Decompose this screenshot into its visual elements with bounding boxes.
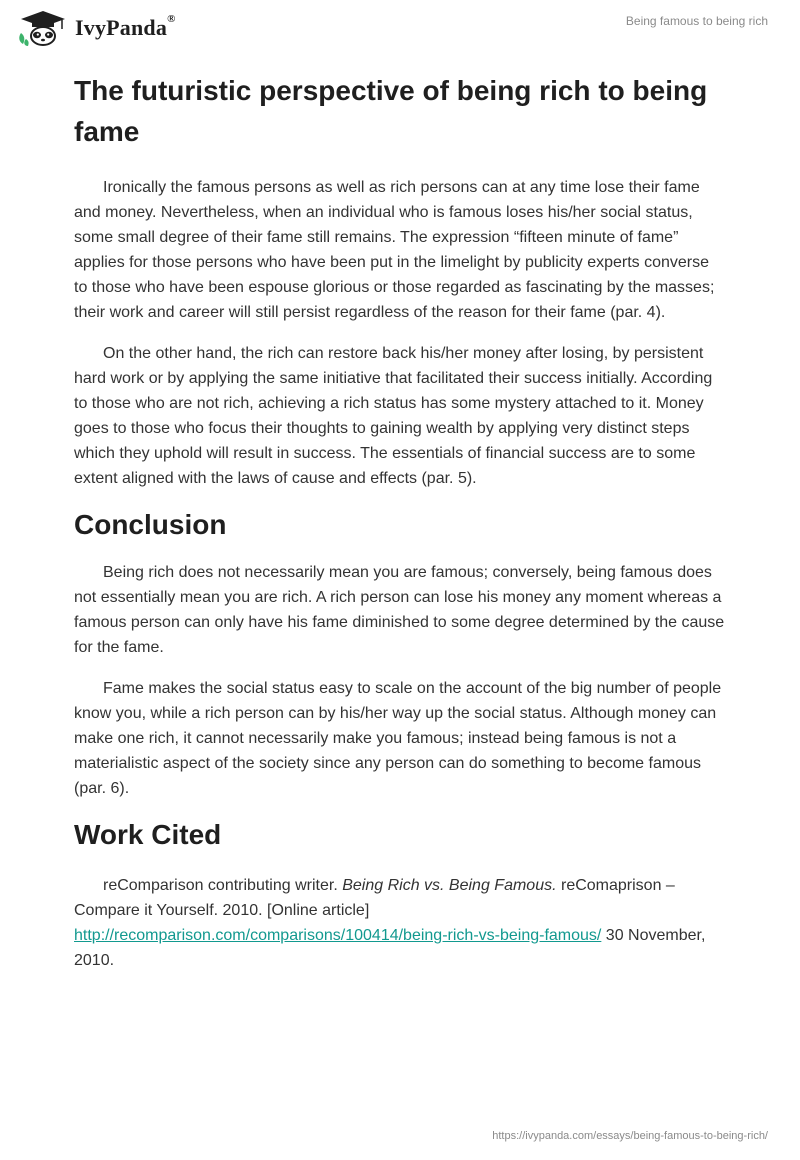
paragraph: On the other hand, the rich can restore back his/her money after losing, by persistent hard work or by applying the same initiative that facilitated their success initially. According to those who are not rich, achieving a rich status has some mystery attached to it. Money goes to those who focus their thoughts to gaining wealth by applying very distinct steps which they uphold will result in success. The essentials of financial success are to some extent aligned with the laws of cause and effects (par. 5). — [74, 345, 713, 487]
panda-graduate-icon — [17, 9, 69, 47]
citation-date: 30 November, 2010. — [74, 927, 706, 969]
section-heading-work-cited: Work Cited — [74, 819, 222, 850]
paragraph: Fame makes the social status easy to scale on the account of the big number of people know you, while a rich person can by his/her way up the social status. Although money can make one rich, it cannot necessarily make you famous; instead being famous is not a materialistic aspect of the society since any person can do something to become famous (par. 6). — [74, 680, 722, 797]
essay-content — [74, 70, 726, 973]
citation-link[interactable]: http://recomparison.com/comparisons/100414/being-rich-vs-being-famous/ — [74, 927, 602, 944]
citation-author: reComparison contributing writer. — [103, 877, 343, 894]
paragraph: Ironically the famous persons as well as rich persons can at any time lose their fame and money. Nevertheless, when an individual who is famous loses his/her social status, some small degree of their fame still remains. The expression “fifteen minute of fame” applies for those persons who have been put in the limelight by publicity experts converse to those who have been espouse glorious or those regarded as fascinating by the masses; their work and career will still persist regardless of the reason for their fame (par. 4). — [74, 179, 715, 321]
citation-publisher: reComaprison – Compare it Yourself. 2010. [Online article] — [74, 877, 675, 919]
page-header — [0, 0, 800, 60]
source-url: https://ivypanda.com/essays/being-famous-to-being-rich/ — [492, 1130, 768, 1142]
section-heading-future: The futuristic perspective of being rich to being fame — [74, 75, 708, 147]
citation — [74, 873, 726, 973]
section-heading-conclusion: Conclusion — [74, 509, 227, 540]
document-title: Being famous to being rich — [625, 14, 768, 28]
paragraph: Being rich does not necessarily mean you are famous; conversely, being famous does not essentially mean you are rich. A rich person can lose his money any moment whereas a famous person can only have his fame diminished to some degree determined by the cause for the fame. — [74, 564, 725, 656]
brand-name: IvyPanda® — [75, 13, 176, 40]
citation-title: Being Rich vs. Being Famous. — [342, 877, 557, 894]
ivypanda-logo[interactable] — [17, 9, 176, 47]
